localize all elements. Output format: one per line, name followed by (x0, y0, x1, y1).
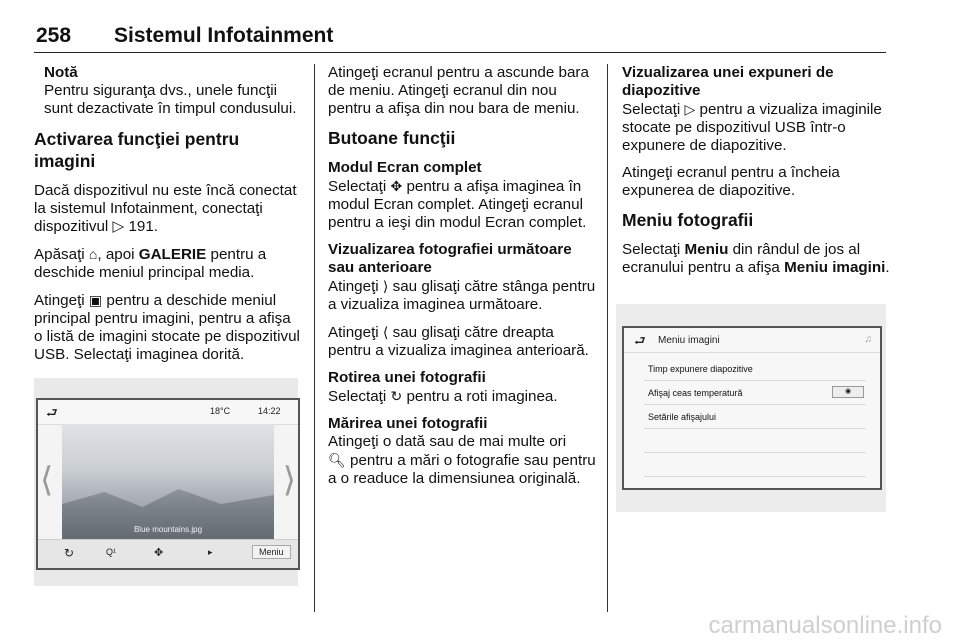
page-header (34, 22, 886, 53)
menu-row-slideshow-time[interactable]: Timp expunere diapozitive (644, 358, 866, 381)
paragraph: Apăsaţi ⌂, apoi GALERIE pentru a deschide meniul principal media. (34, 246, 267, 281)
page-number: 258 (36, 24, 72, 47)
section-title: Meniu fotografii (622, 210, 754, 230)
paragraph: Atingeţi ▣ pentru a deschide meniul principal pentru imagini, pentru a afişa o listă de imagini stocate pe dispozitivul USB. Selectaţi imaginea dorită. (34, 292, 300, 363)
slideshow-play-icon[interactable]: ▸ (208, 547, 213, 557)
column-divider (314, 64, 315, 612)
rotate-icon: ↻ (390, 388, 403, 404)
menu-row-empty (644, 454, 866, 477)
toggle-switch[interactable]: ◉ (832, 386, 864, 398)
screenshot-picture-viewer (34, 378, 298, 586)
menu-title-bar (624, 328, 880, 353)
menu-title: Meniu imagini (658, 335, 720, 346)
infotainment-screen (36, 398, 300, 570)
zoom-icon: 🔍︎ (328, 452, 346, 468)
column-divider (607, 64, 608, 612)
slideshow-icon: ▷ (684, 101, 696, 117)
menu-row-display-settings[interactable]: Setările afişajului (644, 406, 866, 429)
fullscreen-icon: ✥ (390, 178, 403, 194)
paragraph: Vizualizarea unei expuneri de diapozitive Selectaţi ▷ pentru a vizualiza imaginile stocate pe dispozitivul USB într-o expunere de diapozitive. (622, 64, 882, 154)
status-bar (38, 400, 298, 425)
column-1 (34, 64, 302, 373)
music-note-icon[interactable]: ♫ (864, 334, 872, 345)
column-3 (622, 64, 890, 286)
page-title: Sistemul Infotainment (114, 24, 334, 47)
next-arrow-icon[interactable]: ⟩ (282, 461, 296, 499)
paragraph: Atingeţi ecranul pentru a încheia expunerea de diapozitive. (622, 164, 840, 199)
paragraph: Vizualizarea fotografiei următoare sau anterioare Atingeţi ⟩ sau glisaţi către stânga pentru a vizualiza imaginea următoare. (328, 241, 596, 313)
photo-display[interactable] (62, 424, 274, 540)
page-ref-arrow-icon: ▷ (112, 218, 125, 235)
screenshot-picture-menu (616, 304, 886, 512)
fullscreen-icon[interactable]: ✥ (154, 547, 164, 559)
menu-row-clock-temp[interactable]: Afişaj ceas temperatură ◉ (644, 382, 866, 405)
chevron-right-icon: ⟩ (382, 278, 389, 294)
chevron-left-icon: ⟨ (382, 324, 389, 340)
section-title: Activarea funcţiei pentru imagini (34, 129, 240, 171)
paragraph: Selectaţi Meniu din rândul de jos al ecranului pentru a afişa Meniu imagini. (622, 241, 890, 276)
note-text: Pentru siguranţa dvs., unele funcţii sunt dezactivate în timpul condusului. (44, 82, 297, 117)
column-2 (328, 64, 596, 497)
home-icon: ⌂ (88, 246, 98, 262)
previous-arrow-icon[interactable]: ⟨ (40, 461, 54, 499)
temperature-readout: 18°C (210, 406, 231, 416)
paragraph: Mărirea unei fotografii Atingeţi o dată sau de mai multe ori 🔍︎ pentru a mări o fotografie sau pentru a o readuce la dimensiunea originală. (328, 415, 596, 487)
back-icon[interactable]: ⮐ (46, 405, 58, 420)
page-ref[interactable]: 191. (128, 218, 159, 235)
menu-button[interactable]: Meniu (252, 545, 291, 559)
picture-icon: ▣ (88, 292, 103, 308)
menu-bar (38, 539, 298, 568)
menu-row-empty (644, 430, 866, 453)
back-icon[interactable]: ⮐ (634, 333, 646, 348)
rotate-icon[interactable]: ↻ (64, 546, 75, 560)
watermark: carmanualsonline.info (708, 612, 942, 639)
paragraph: Atingeţi ecranul pentru a ascunde bara de meniu. Atingeţi ecranul din nou pentru a afişa din nou bara de meniu. (328, 64, 589, 117)
note-box (44, 64, 302, 118)
infotainment-screen (622, 326, 882, 490)
paragraph: Rotirea unei fotografii Selectaţi ↻ pentru a roti imaginea. (328, 369, 558, 405)
paragraph: Dacă dispozitivul nu este încă conectat la sistemul Infotainment, conectaţi dispozitivul ▷ 191. (34, 182, 297, 235)
image-filename: Blue mountains.jpg (133, 525, 203, 534)
clock-readout: 14:22 (258, 406, 281, 416)
paragraph: Atingeţi ⟨ sau glisaţi către dreapta pentru a vizualiza imaginea anterioară. (328, 324, 589, 359)
section-title: Butoane funcţii (328, 128, 456, 148)
paragraph: Modul Ecran complet Selectaţi ✥ pentru a afişa imaginea în modul Ecran complet. Atingeţi ecranul pentru a ieşi din modul Ecran complet. (328, 159, 587, 231)
note-title: Notă (44, 64, 78, 81)
zoom-icon[interactable]: Q¹ (106, 547, 116, 557)
